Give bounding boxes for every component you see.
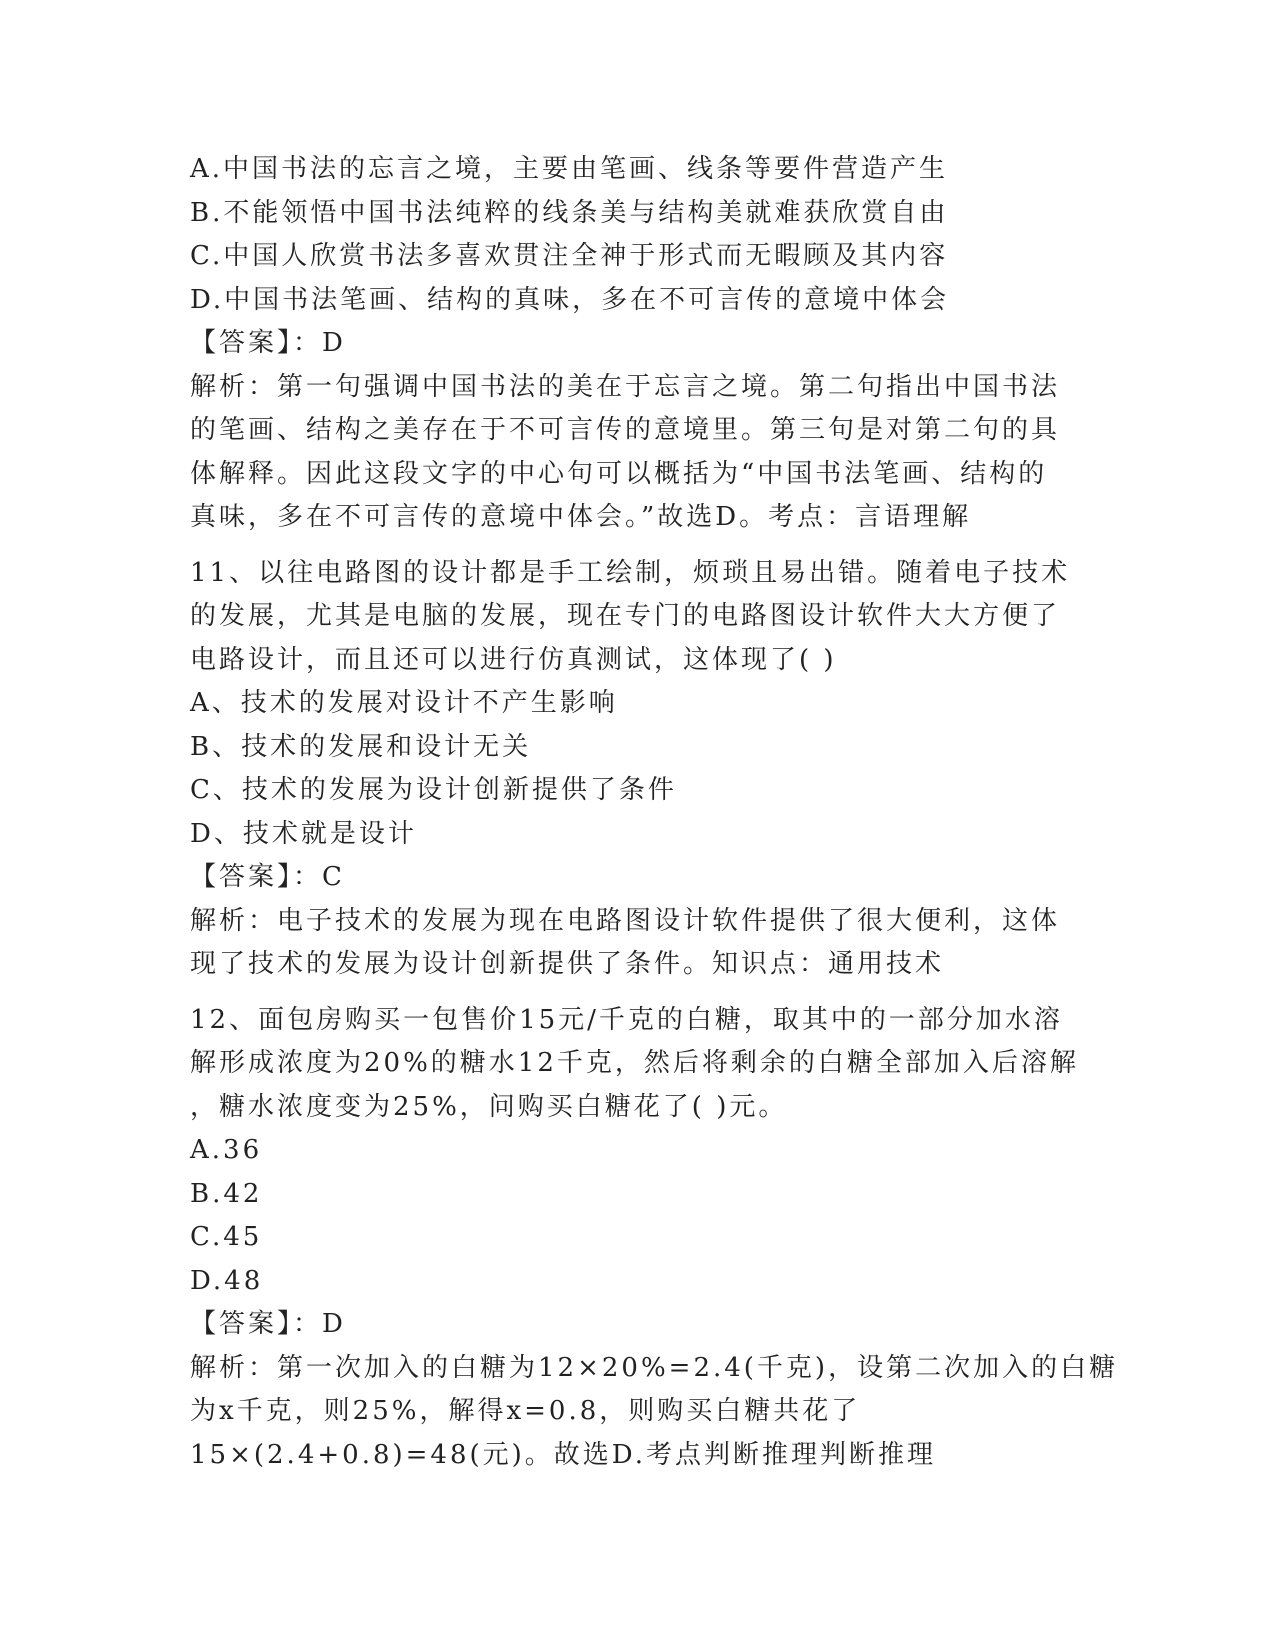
option-c: C、技术的发展为设计创新提供了条件 (190, 775, 677, 805)
analysis-line: 解析：电子技术的发展为现在电路图设计软件提供了很大便利，这体 (190, 905, 1061, 936)
question-12 (190, 999, 1119, 1478)
question-10 (190, 148, 1090, 540)
question-stem: 11、以往电路图的设计都是手工绘制，烦琐且易出错。随着电子技术 (190, 557, 1071, 588)
option-d: D.48 (190, 1265, 264, 1296)
option-b: B.不能领悟中国书法纯粹的线条美与结构美就难获欣赏自由 (190, 197, 949, 228)
answer-line: 【答案】：D (190, 328, 346, 358)
analysis-line: 体解释。因此这段文字的中心句可以概括为“中国书法笔画、结构的 (190, 458, 1048, 489)
analysis-line: 为x千克，则25%，解得x=0.8，则购买白糖共花了 (190, 1396, 861, 1426)
answer-line: 【答案】：C (190, 862, 345, 892)
option-c: C.中国人欣赏书法多喜欢贯注全神于形式而无暇顾及其内容 (190, 241, 949, 271)
analysis-line: 15×(2.4+0.8)=48(元)。故选D.考点判断推理判断推理 (190, 1439, 936, 1470)
option-a: A.36 (190, 1135, 263, 1165)
question-11 (190, 552, 1090, 987)
question-stem: 电路设计，而且还可以进行仿真测试，这体现了( ) (190, 644, 837, 675)
document-content (190, 148, 1119, 1489)
question-stem: 12、面包房购买一包售价15元/千克的白糖，取其中的一部分加水溶 (190, 1004, 1063, 1035)
option-b: B.42 (190, 1178, 263, 1209)
question-stem: ，糖水浓度变为25%，问购买白糖花了( )元。 (190, 1091, 788, 1122)
question-stem: 的发展，尤其是电脑的发展，现在专门的电路图设计软件大大方便了 (190, 601, 1061, 631)
option-d: D.中国书法笔画、结构的真味，多在不可言传的意境中体会 (190, 284, 950, 315)
option-b: B、技术的发展和设计无关 (190, 731, 532, 762)
option-a: A.中国书法的忘言之境，主要由笔画、线条等要件营造产生 (190, 154, 949, 184)
option-c: C.45 (190, 1222, 263, 1252)
analysis-line: 真味，多在不可言传的意境中体会。”故选D。考点：言语理解 (190, 502, 972, 532)
question-stem: 解形成浓度为20%的糖水12千克，然后将剩余的白糖全部加入后溶解 (190, 1048, 1079, 1078)
answer-line: 【答案】：D (190, 1309, 346, 1339)
option-a: A、技术的发展对设计不产生影响 (190, 688, 618, 718)
option-d: D、技术就是设计 (190, 818, 417, 849)
analysis-line: 现了技术的发展为设计创新提供了条件。知识点：通用技术 (190, 949, 945, 979)
analysis-line: 解析：第一句强调中国书法的美在于忘言之境。第二句指出中国书法 (190, 371, 1061, 402)
analysis-line: 的笔画、结构之美存在于不可言传的意境里。第三句是对第二句的具 (190, 415, 1061, 445)
analysis-line: 解析：第一次加入的白糖为12×20%=2.4(千克)，设第二次加入的白糖 (190, 1352, 1119, 1383)
